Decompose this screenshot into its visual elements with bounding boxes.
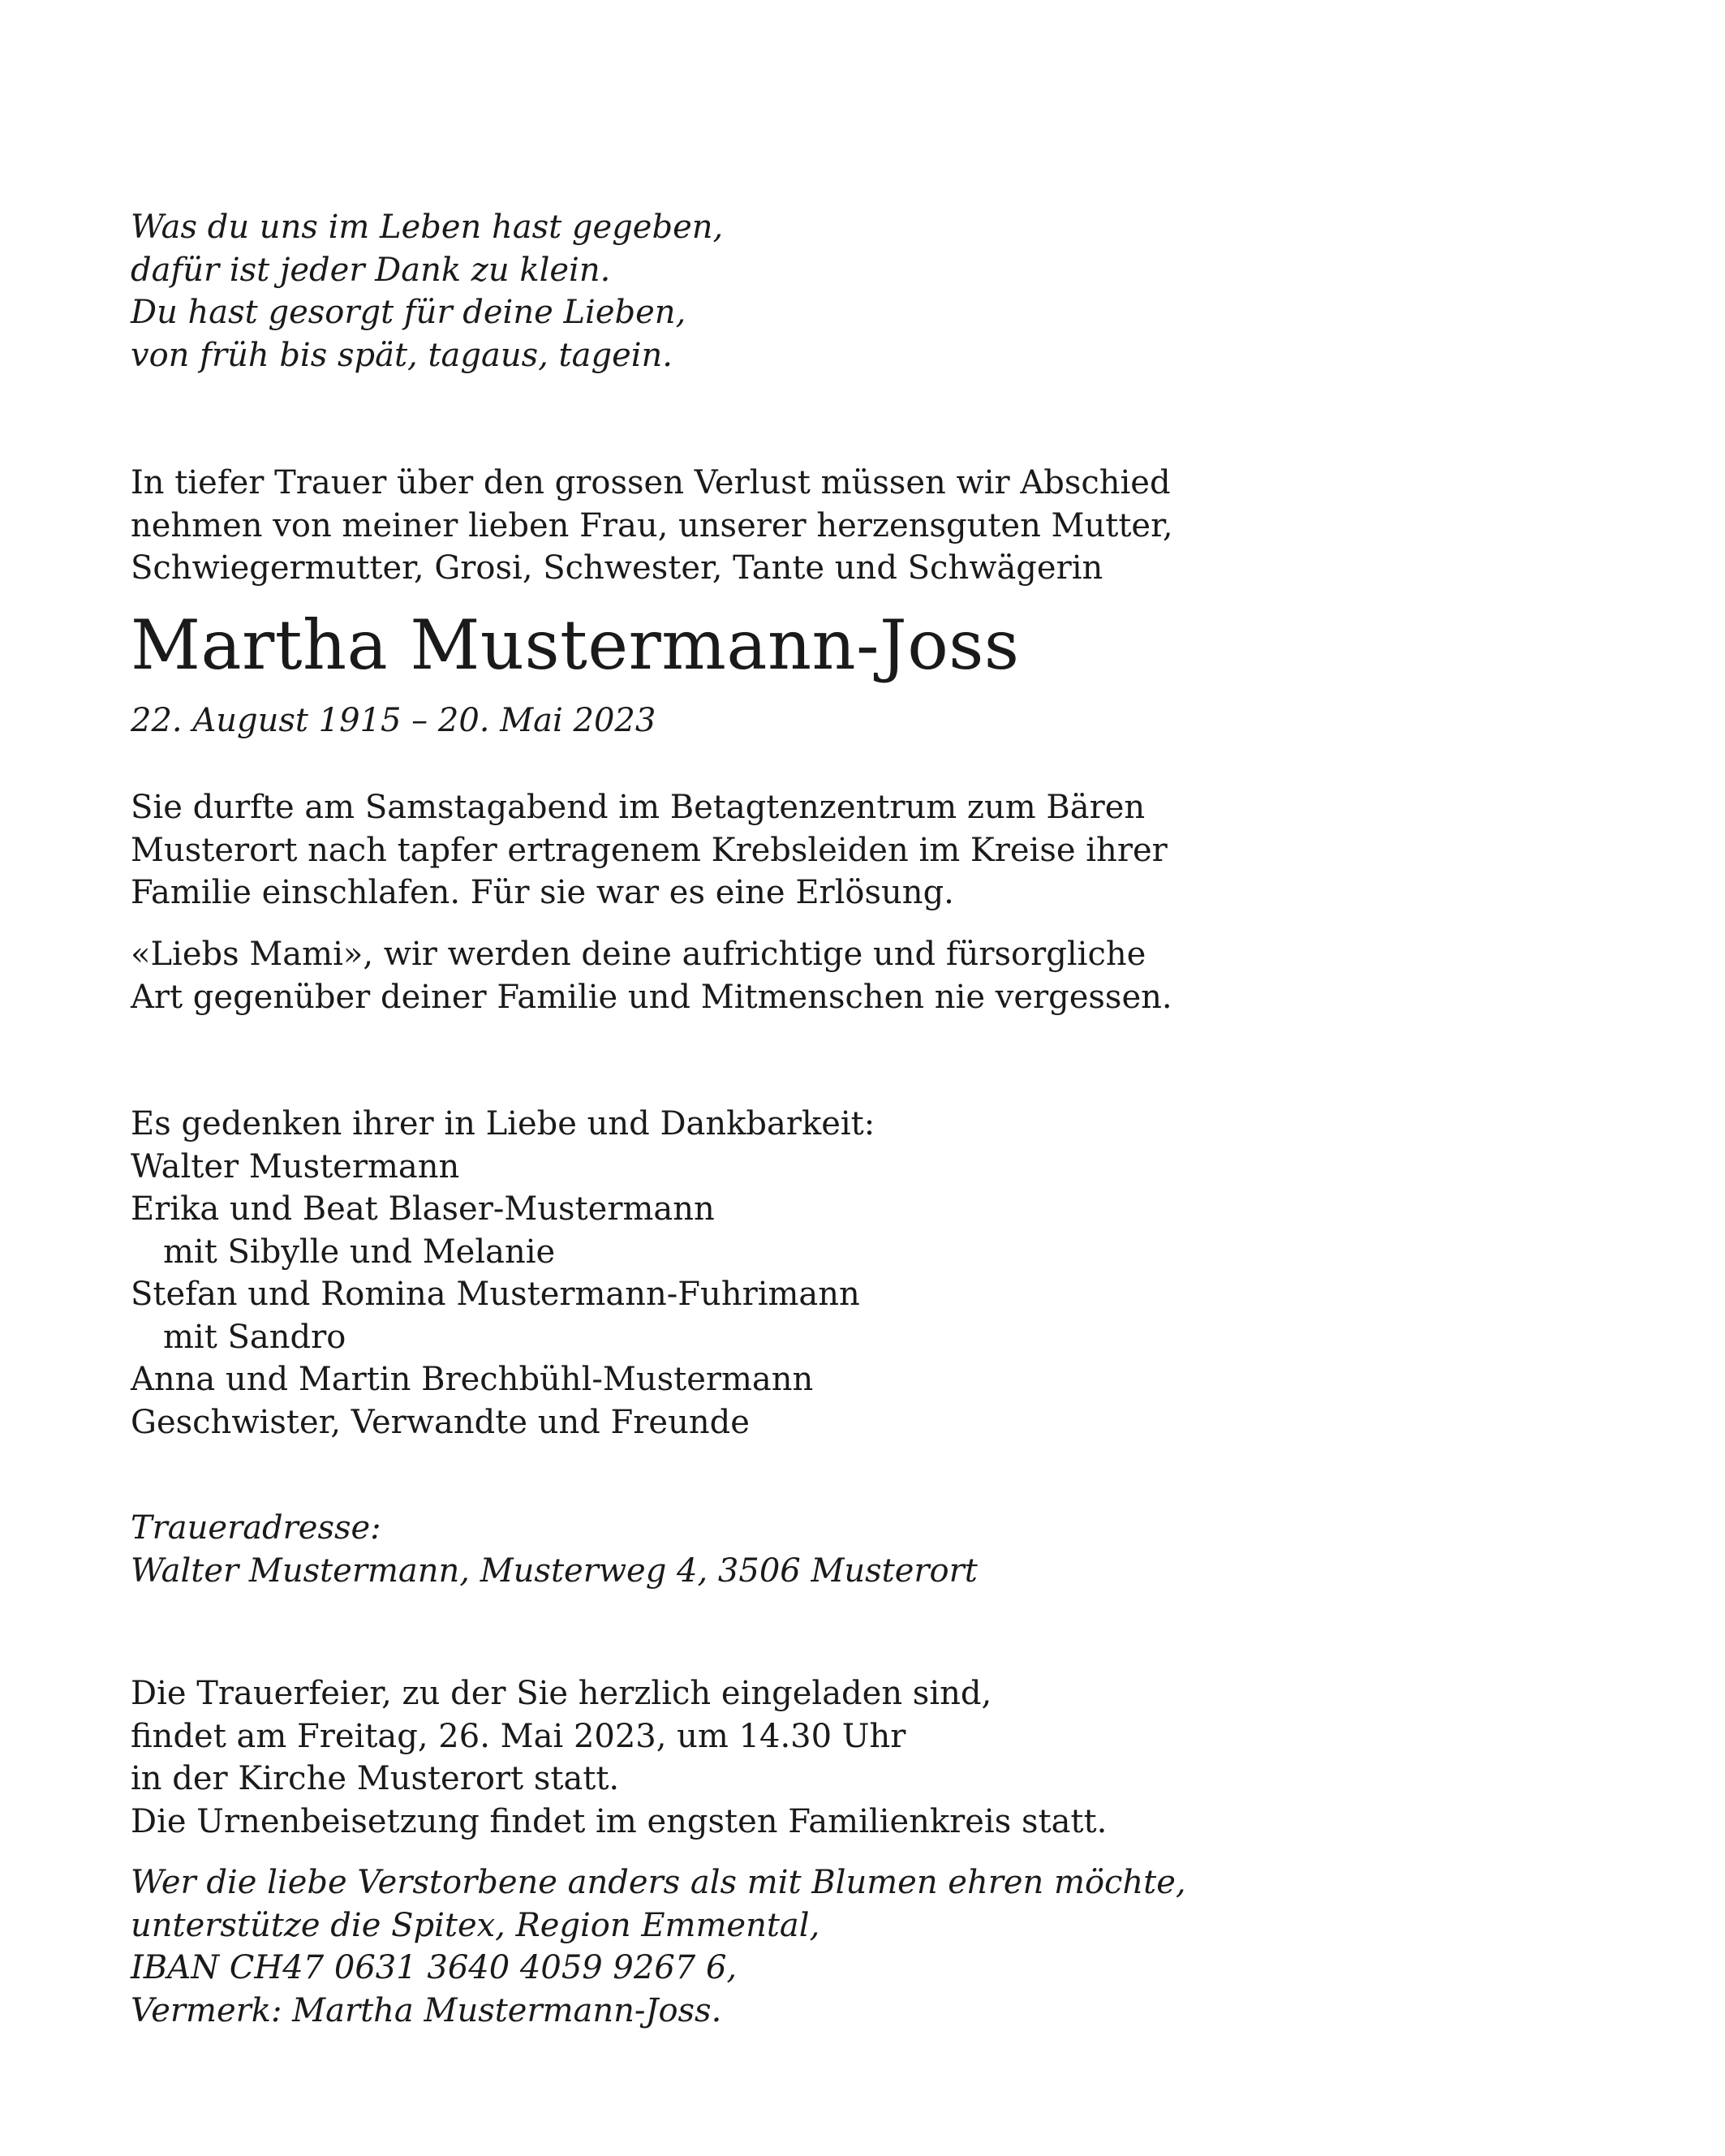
- ceremony-line: Die Urnenbeisetzung findet im engsten Familienkreis statt.: [131, 1802, 1108, 1840]
- deceased-name: Martha Mustermann-Joss: [131, 605, 1020, 685]
- intro-line: Schwiegermutter, Grosi, Schwester, Tante und Schwägerin: [131, 549, 1103, 587]
- mourners-heading: Es gedenken ihrer in Liebe und Dankbarkeit:: [131, 1105, 875, 1143]
- passing-line: Familie einschlafen. Für sie war es eine Erlösung.: [131, 874, 954, 911]
- intro-line: nehmen von meiner lieben Frau, unserer herzensguten Mutter,: [131, 506, 1173, 544]
- poem-line: von früh bis spät, tagaus, tagein.: [131, 336, 673, 374]
- poem-line: dafür ist jeder Dank zu klein.: [131, 251, 611, 289]
- ceremony-paragraph: [131, 1672, 1107, 1843]
- donation-line: Vermerk: Martha Mustermann-Joss.: [131, 1991, 722, 2029]
- mourner-entry: Anna und Martin Brechbühl-Mustermann: [131, 1361, 814, 1398]
- poem-line: Du hast gesorgt für deine Lieben,: [131, 294, 686, 331]
- mourner-entry: Geschwister, Verwandte und Freunde: [131, 1403, 750, 1441]
- mourning-address: [131, 1507, 978, 1592]
- mourners-list: [131, 1103, 875, 1444]
- donation-iban: IBAN CH47 0631 3640 4059 9267 6,: [131, 1949, 738, 1986]
- mourner-children: mit Sandro: [163, 1318, 346, 1356]
- donation-line: Wer die liebe Verstorbene anders als mit Blumen ehren möchte,: [131, 1864, 1186, 1901]
- deceased-name-block: [131, 600, 1020, 690]
- life-dates-text: 22. August 1915 – 20. Mai 2023: [131, 702, 656, 739]
- ceremony-line: in der Kirche Musterort statt.: [131, 1760, 620, 1797]
- life-dates: [131, 699, 656, 742]
- donation-note: [131, 1861, 1186, 2032]
- address-value: Walter Mustermann, Musterweg 4, 3506 Musterort: [131, 1551, 978, 1590]
- passing-line: Musterort nach tapfer ertragenem Krebsleiden im Kreise ihrer: [131, 831, 1168, 869]
- intro-line: In tiefer Trauer über den grossen Verlust müssen wir Abschied: [131, 464, 1171, 501]
- mourner-entry: Walter Mustermann: [131, 1147, 460, 1186]
- mourner-entry: Erika und Beat Blaser-Mustermann: [131, 1190, 715, 1228]
- ceremony-line: findet am Freitag, 26. Mai 2023, um 14.30 Uhr: [131, 1717, 906, 1755]
- address-label: Traueradresse:: [131, 1509, 381, 1547]
- memorial-poem: [131, 206, 723, 377]
- tribute-line: Art gegenüber deiner Familie und Mitmenschen nie vergessen.: [131, 978, 1172, 1016]
- ceremony-line: Die Trauerfeier, zu der Sie herzlich eingeladen sind,: [131, 1675, 992, 1712]
- mourner-children: mit Sibylle und Melanie: [163, 1233, 556, 1271]
- tribute-line: «Liebs Mami», wir werden deine aufrichtige und fürsorgliche: [131, 936, 1146, 973]
- intro-paragraph: [131, 462, 1173, 590]
- passing-paragraph: [131, 786, 1168, 914]
- passing-line: Sie durfte am Samstagabend im Betagtenzentrum zum Bären: [131, 789, 1146, 826]
- donation-line: unterstütze die Spitex, Region Emmental,: [131, 1906, 820, 1944]
- tribute-paragraph: [131, 933, 1172, 1018]
- poem-line: Was du uns im Leben hast gegeben,: [131, 209, 724, 246]
- mourner-entry: Stefan und Romina Mustermann-Fuhrimann: [131, 1276, 860, 1313]
